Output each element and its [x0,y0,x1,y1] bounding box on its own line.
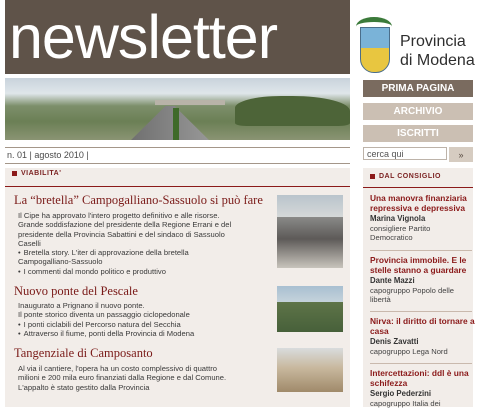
article-line: Il ponte storico diventa un passaggio ciclopedonale [18,310,190,320]
title-line[interactable]: Provincia immobile. E le [370,255,467,265]
role-line: capogruppo Popolo delle [370,285,455,295]
role-line: capogruppo Lega Nord [370,346,448,356]
sidebar-item-role [370,399,472,408]
section-heading [5,170,350,184]
sidebar-item-role [370,286,472,305]
title-line[interactable]: casa [370,326,389,336]
logo-text-line2: di Modena [400,52,475,69]
sidebar-item-title[interactable] [370,316,475,336]
sidebar-item-title[interactable] [370,368,472,388]
sidebar-label: DAL CONSIGLIO [379,173,441,180]
article-line: Caselli [18,238,41,248]
article-photo-bretella [277,195,343,268]
article-body-ponte [18,301,273,338]
article-line: presidente della Provincia Sabattini e del sindaco di Sassuolo [18,229,225,239]
nav-archivio[interactable]: ARCHIVIO [363,103,473,120]
sidebar-item-title[interactable] [370,193,472,213]
role-line: libertà [370,294,391,304]
nav-iscritti[interactable]: ISCRITTI [363,125,473,142]
sidebar-item [370,193,472,242]
sidebar-item [370,255,472,304]
newsletter-title: newsletter [9,3,278,71]
square-bullet-icon [370,174,375,179]
article-title-bretella[interactable]: La “bretella” Campogalliano-Sassuolo si può fare [14,193,263,207]
photo-bridge [155,100,225,105]
provincia-logo[interactable] [356,13,476,79]
article-photo-tangenziale [277,348,343,392]
article-link[interactable]: • I ponti ciclabili del Percorso natura del Secchia [18,320,273,329]
article-photo-ponte [277,286,343,332]
role-line: consigliere Partito [370,223,431,233]
sidebar-item [370,368,472,408]
sidebar-item-divider [370,250,472,251]
title-line[interactable]: Una manovra finanziaria [370,193,467,203]
title-line[interactable]: Intercettazioni: ddl è una [370,368,469,378]
search-button[interactable]: » [449,147,473,162]
article-line: Al via il cantiere, l'opera ha un costo complessivo di quattro [18,364,217,373]
sidebar-divider [363,187,473,188]
article-body-tangenziale [18,364,273,392]
newsletter-banner [5,0,350,74]
section-divider [5,186,350,187]
search-box [363,147,473,162]
article-title-ponte[interactable]: Nuovo ponte del Pescale [14,284,138,298]
issue-text: n. 01 | agosto 2010 | [7,150,89,160]
sidebar-item-author: Dante Mazzi [370,276,415,285]
article-line: Inaugurato a Prignano il nuovo ponte. [18,301,145,310]
article-line: L'appalto è stato gestito dalla Provincia [18,382,150,392]
title-line[interactable]: stelle stanno a guardare [370,265,467,275]
sidebar-heading [363,173,441,180]
role-line: capogruppo Italia dei [370,398,441,408]
nav-prima-pagina[interactable]: PRIMA PAGINA [363,80,473,97]
article-title-tangenziale[interactable]: Tangenziale di Camposanto [14,346,153,360]
article-link[interactable]: • Attraverso il fiume, ponti della Provincia di Modena [18,329,273,338]
coat-of-arms-icon [360,27,390,73]
article-link-cont[interactable]: Campogalliano-Sassuolo [18,257,103,267]
sidebar-item-role [370,224,472,243]
highway-photo [5,78,350,140]
article-line: Grande soddisfazione del presidente della Regione Errani e del [18,220,232,230]
sidebar-item-author: Sergio Pederzini [370,389,432,398]
title-line[interactable]: Nirva: il diritto di tornare a [370,316,475,326]
photo-road [125,106,215,140]
article-link[interactable]: • I commenti dal mondo politico e produttivo [18,267,273,276]
sidebar-item-author: Denis Zavatti [370,337,419,346]
sidebar-item-divider [370,363,472,364]
photo-median [173,108,179,140]
article-body-bretella [18,211,273,276]
section-label: VIABILITA' [21,170,62,177]
sidebar-item-divider [370,311,472,312]
logo-text-line1: Provincia [400,33,466,50]
article-line: milioni e 200 mila euro finanziati dalla Regione e dal Comune. [18,373,227,383]
sidebar-item [370,316,475,356]
title-line[interactable]: repressiva e depressiva [370,203,465,213]
sidebar-item-title[interactable] [370,255,472,275]
article-line: Il Cipe ha approvato l'intero progetto definitivo e alle risorse. [18,211,220,220]
sidebar-item-author: Marina Vignola [370,214,426,223]
issue-info-bar [5,147,350,164]
article-link[interactable]: • Bretella story. L'iter di approvazione della bretella [18,248,273,257]
role-line: Democratico [370,232,413,242]
square-bullet-icon [12,171,17,176]
photo-trees [235,96,350,126]
search-input[interactable] [363,147,447,160]
title-line[interactable]: schifezza [370,378,408,388]
sidebar-item-role [370,347,472,356]
